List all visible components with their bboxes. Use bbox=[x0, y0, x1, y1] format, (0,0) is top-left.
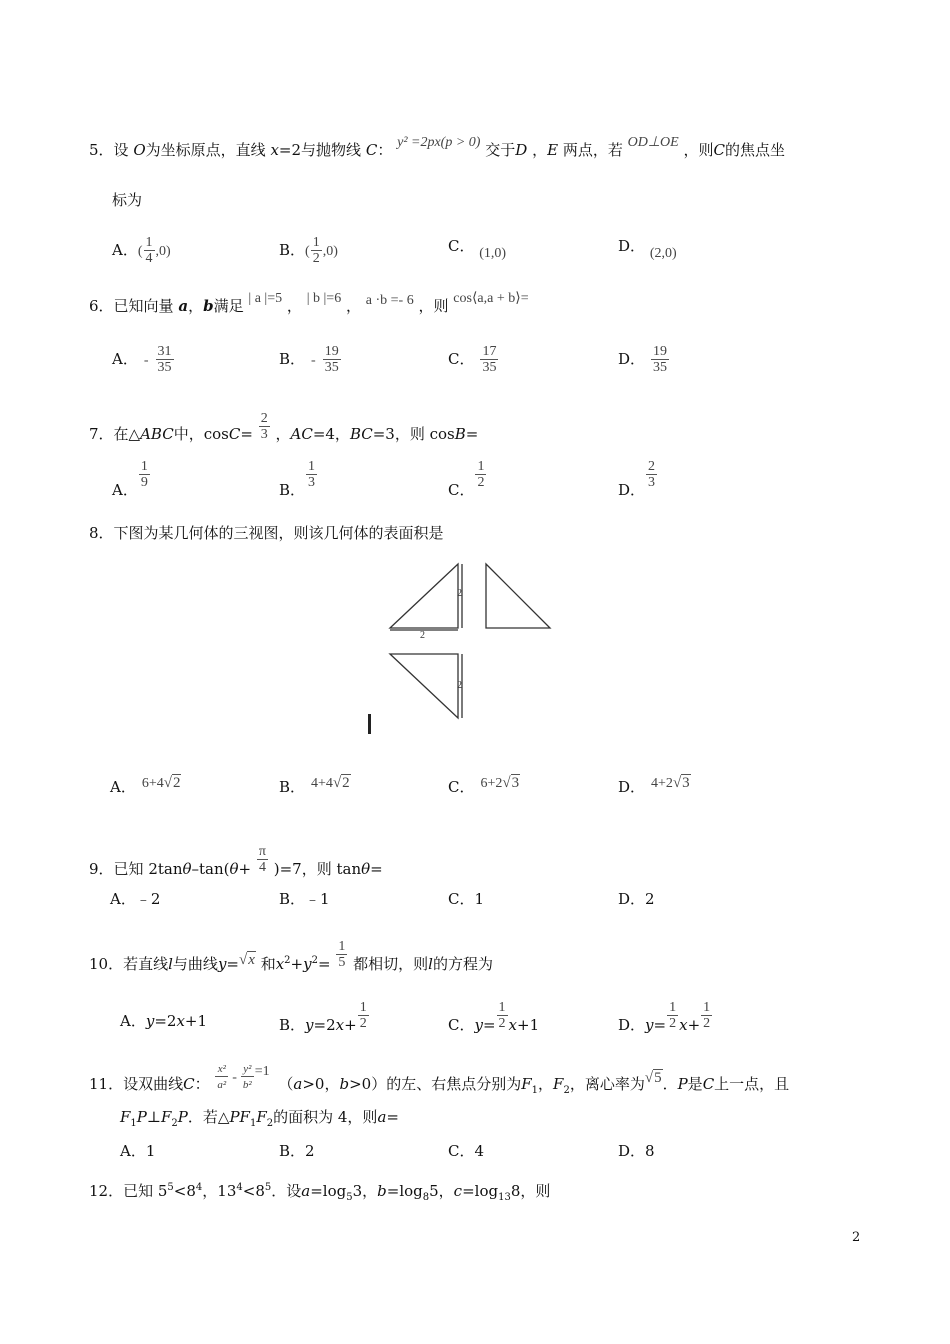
q11-number: 11． bbox=[89, 1075, 124, 1093]
q5-number: 5． bbox=[89, 141, 114, 159]
q7-option-a[interactable]: A． $\frac{1}{9}$ bbox=[112, 459, 148, 499]
q10-option-b[interactable]: B．y=2x+ $\frac{1}{2}$ bbox=[279, 1000, 367, 1034]
q9-option-c[interactable]: C．1 bbox=[448, 890, 485, 908]
q5-option-a[interactable]: A．( $\frac{1}{4}$ ,0) bbox=[112, 235, 171, 266]
three-view-figure bbox=[360, 558, 560, 738]
q10-option-d[interactable]: D．y= $\frac{1}{2}$ x+ $\frac{1}{2}$ bbox=[618, 1000, 711, 1034]
q5-stem: 5．设 O为坐标原点，直线 x=2与抛物线 C： y² =2px(p > 0) 交于D ，E 两点，若 OD⊥OE ，则C的焦点坐 bbox=[89, 135, 785, 159]
q9-stem: 9．已知 2tanθ–tan(θ+ $\frac{\pi}{4}$ )=7，则 tanθ= bbox=[89, 844, 383, 878]
q6-cos-expr: cos⟨a,a + b⟩= bbox=[453, 291, 529, 306]
q12-stem: 12．已知 $5^5<8^4$，$13^4<8^5$．设$a=\log_53$，$b=\log_85$，$c=\log_{13}8$，则 bbox=[89, 1182, 551, 1203]
q7-option-c[interactable]: C． $\frac{1}{2}$ bbox=[448, 459, 485, 499]
top-view-triangle bbox=[390, 654, 458, 718]
q5-stem-cont: 标为 bbox=[112, 191, 143, 209]
q7-stem: 7．在△ABC中，cosC= $\frac{2}{3}$ ，AC=4，BC=3，则 cosB= bbox=[89, 411, 479, 443]
top-depth-label: 2 bbox=[457, 680, 462, 691]
side-view-triangle bbox=[486, 564, 550, 628]
q8-stem: 8．下图为某几何体的三视图，则该几何体的表面积是 bbox=[89, 524, 444, 542]
q9-number: 9． bbox=[89, 860, 114, 878]
q8-option-b[interactable]: B． 4+4√2 bbox=[279, 775, 350, 796]
q7-number: 7． bbox=[89, 425, 114, 443]
q5-option-d[interactable]: D． (2,0) bbox=[618, 237, 677, 261]
q7-option-d[interactable]: D． $\frac{2}{3}$ bbox=[618, 459, 656, 499]
q10-number: 10． bbox=[89, 955, 124, 973]
q11-option-b[interactable]: B．2 bbox=[279, 1142, 315, 1160]
q8-option-a[interactable]: A． 6+4√2 bbox=[110, 775, 181, 796]
q5-perp-cond: OD⊥OE bbox=[627, 135, 679, 150]
q6-option-a[interactable]: A． - $\frac{31}{35}$ bbox=[112, 344, 172, 375]
q5-option-c[interactable]: C． (1,0) bbox=[448, 237, 507, 261]
q8-number: 8． bbox=[89, 524, 114, 542]
q10-stem: 10．若直线l与曲线y=√x 和$x^2+y^2=$ $\frac{1}{5}$ 都相切，则l的方程为 bbox=[89, 939, 493, 973]
q10-option-c[interactable]: C．y= $\frac{1}{2}$ x+1 bbox=[448, 1000, 540, 1034]
q6-option-b[interactable]: B． - $\frac{19}{35}$ bbox=[279, 344, 339, 375]
q6-cond-3: a ·b =- 6 bbox=[365, 293, 414, 308]
q5-parabola-eq: y² =2px(p > 0) bbox=[397, 135, 481, 150]
front-height-label: 2 bbox=[457, 588, 462, 599]
front-view-triangle bbox=[390, 564, 458, 628]
q11-option-d[interactable]: D．8 bbox=[618, 1142, 655, 1160]
q9-option-a[interactable]: A．﹣2 bbox=[110, 890, 161, 908]
q10-option-a[interactable]: A．y=2x+1 bbox=[120, 1012, 208, 1030]
q9-option-d[interactable]: D．2 bbox=[618, 890, 655, 908]
q8-option-c[interactable]: C． 6+2√3 bbox=[448, 775, 520, 796]
q6-option-c[interactable]: C． $\frac{17}{35}$ bbox=[448, 344, 497, 375]
q6-number: 6． bbox=[89, 297, 114, 315]
q6-option-d[interactable]: D． $\frac{19}{35}$ bbox=[618, 344, 668, 375]
q11-stem: 11．设双曲线C： $\frac{\text{x²}}{\text{a²}}$ - $\frac{\text{y²}}{\text{b²}}$ =1 （a>0，b>0）的左、右焦点分别为$F_1$，$F_2$，离心率为√5．P是C上一点，且 bbox=[89, 1063, 790, 1096]
q9-option-b[interactable]: B．﹣1 bbox=[279, 890, 330, 908]
q11-option-c[interactable]: C．4 bbox=[448, 1142, 485, 1160]
q11-option-a[interactable]: A．1 bbox=[120, 1142, 156, 1160]
page-number: 2 bbox=[852, 1230, 861, 1245]
figure-mark bbox=[368, 714, 371, 734]
q5-option-b[interactable]: B．( $\frac{1}{2}$ ,0) bbox=[279, 235, 338, 266]
q6-stem: 6．已知向量 a，b满足 | a |=5 ， | b |=6 ， a ·b =- 6 ，则 cos⟨a,a + b⟩= bbox=[89, 291, 529, 315]
q6-cond-1: | a |=5 bbox=[248, 291, 283, 306]
q8-option-d[interactable]: D． 4+2√3 bbox=[618, 775, 690, 796]
q6-cond-2: | b |=6 bbox=[306, 291, 342, 306]
q7-option-b[interactable]: B． $\frac{1}{3}$ bbox=[279, 459, 316, 499]
q11-stem-cont: $F_1P\perp F_2P$．若$\triangle PF_1F_2$的面积为 4，则a= bbox=[120, 1108, 399, 1129]
q12-number: 12． bbox=[89, 1182, 124, 1200]
front-width-label: 2 bbox=[420, 630, 425, 641]
